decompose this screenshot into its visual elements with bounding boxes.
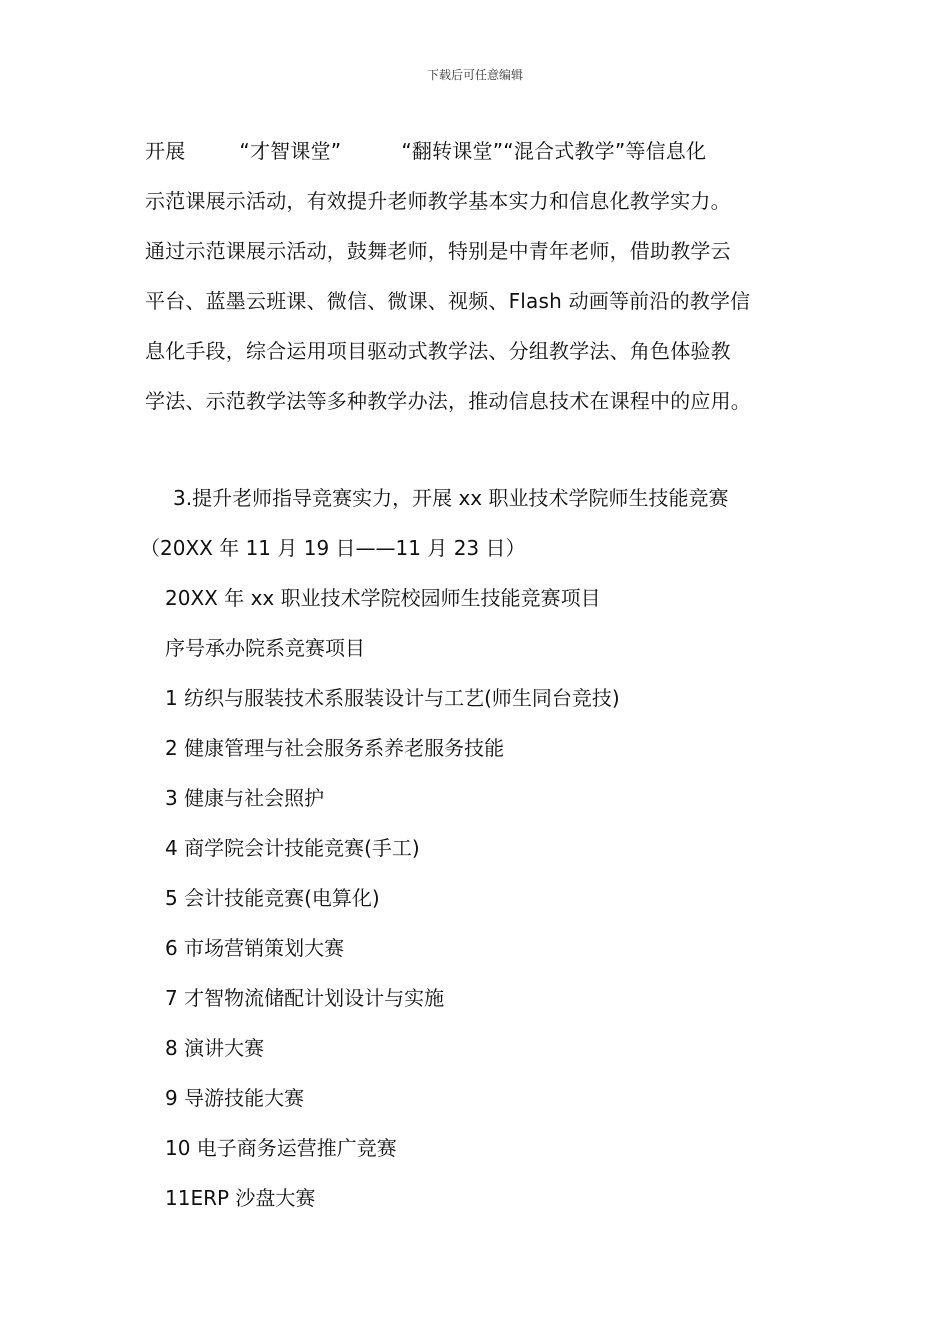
section-heading: 3.提升老师指导竞赛实力，开展 xx 职业技术学院师生技能竞赛 [173, 486, 729, 510]
competition-list [165, 578, 845, 1228]
list-item: 11ERP 沙盘大赛 [165, 1186, 316, 1210]
section-header [140, 478, 845, 578]
paragraph-line: 学法、示范教学法等多种教学办法，推动信息技术在课程中的应用。 [145, 389, 751, 413]
list-item: 7 才智物流储配计划设计与实施 [165, 986, 445, 1010]
list-item: 4 商学院会计技能竞赛(手工) [165, 836, 420, 860]
paragraph-line: 平台、蓝墨云班课、微信、微课、视频、Flash 动画等前沿的教学信 [145, 289, 751, 313]
body-paragraph [145, 134, 815, 434]
list-item: 5 会计技能竞赛(电算化) [165, 886, 380, 910]
paragraph-segment: “翻转课堂”“混合式教学”等信息化 [401, 139, 707, 163]
paragraph-line: 通过示范课展示活动，鼓舞老师，特别是中青年老师，借助教学云 [145, 239, 731, 263]
list-item: 10 电子商务运营推广竞赛 [165, 1136, 397, 1160]
list-item: 2 健康管理与社会服务系养老服务技能 [165, 736, 505, 760]
header-note: 下载后可任意编辑 [426, 68, 523, 82]
section-date: （20XX 年 11 月 19 日——11 月 23 日） [140, 536, 526, 560]
paragraph-line: 息化手段，综合运用项目驱动式教学法、分组教学法、角色体验教 [145, 339, 731, 363]
paragraph-segment: “才智课堂” [239, 139, 342, 163]
paragraph-line: 示范课展示活动，有效提升老师教学基本实力和信息化教学实力。 [145, 189, 731, 213]
list-item: 3 健康与社会照护 [165, 786, 325, 810]
paragraph-segment: 开展 [145, 139, 186, 163]
list-header: 序号承办院系竞赛项目 [165, 636, 365, 660]
list-item: 8 演讲大赛 [165, 1036, 265, 1060]
list-item: 6 市场营销策划大赛 [165, 936, 345, 960]
paragraph-line [145, 134, 815, 184]
list-item: 9 导游技能大赛 [165, 1086, 305, 1110]
list-title: 20XX 年 xx 职业技术学院校园师生技能竞赛项目 [165, 586, 601, 610]
list-item: 1 纺织与服装技术系服装设计与工艺(师生同台竞技) [165, 686, 620, 710]
